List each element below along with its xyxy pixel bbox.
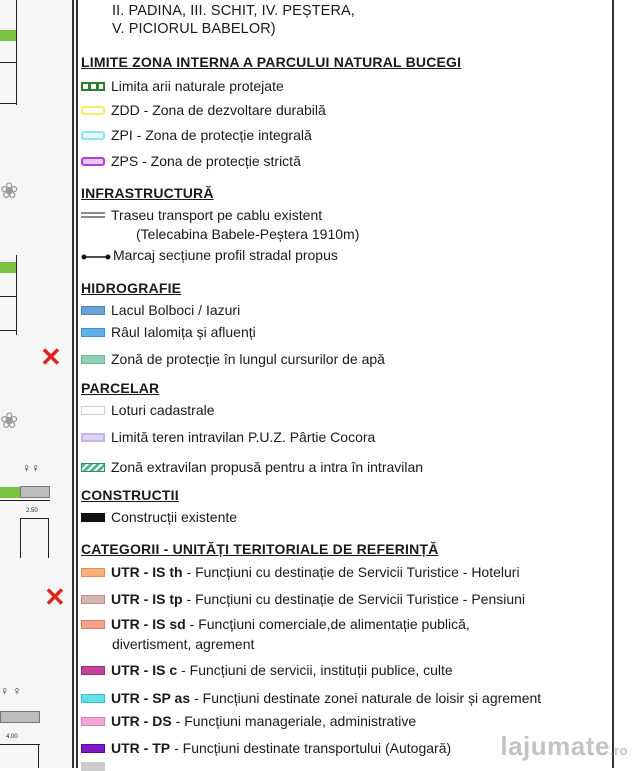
dimension-label: 4.00 xyxy=(6,734,18,740)
utr-is-c-swatch xyxy=(81,666,105,675)
legend-label: Loturi cadastrale xyxy=(111,402,215,418)
green-road-segment xyxy=(0,30,16,41)
header-line: II. PADINA, III. SCHIT, IV. PEȘTERA, xyxy=(112,3,355,19)
zpi-swatch xyxy=(81,131,105,140)
legend-label: Zonă extravilan propusă pentru a intra în intravilan xyxy=(111,459,424,475)
utr-ds-swatch xyxy=(81,717,105,726)
profile-line xyxy=(0,62,16,63)
legend-label: - Funcțiuni de servicii, instituții publice, culte xyxy=(181,662,453,678)
header-line: V. PICIORUL BABELOR) xyxy=(112,21,276,37)
utr-sp-as-swatch xyxy=(81,694,105,703)
tree-icon: ❀ xyxy=(0,178,19,203)
legend-item xyxy=(81,661,453,679)
profile-line xyxy=(16,255,17,335)
watermark-suffix: .ro xyxy=(609,743,628,758)
section-title-constructii: CONSTRUCTII xyxy=(81,487,179,503)
legend-item xyxy=(81,563,520,581)
legend-label: - Funcțiuni destinate transportului (Autogară) xyxy=(174,740,452,756)
legend-label: - Funcțiuni cu destinație de Servicii Turistice - Pensiuni xyxy=(186,591,526,607)
section-marker-icon xyxy=(81,249,111,261)
section-title-infra: INFRASTRUCTURĂ xyxy=(81,185,214,201)
legend-label: Zonă de protecție în lungul cursurilor de apă xyxy=(111,351,385,367)
utr-code: UTR - IS th xyxy=(111,564,183,580)
legend-label: Lacul Bolboci / Iazuri xyxy=(111,302,241,318)
zdd-swatch xyxy=(81,106,105,115)
legend-label: Marcaj secțiune profil stradal propus xyxy=(113,247,338,263)
cable-transport-swatch xyxy=(81,212,105,218)
legend-item xyxy=(81,590,525,608)
legend-item xyxy=(81,206,322,224)
legend-item-cut xyxy=(81,762,111,771)
legend-item xyxy=(81,246,338,264)
sidewalk-segment xyxy=(20,486,50,498)
legend-item xyxy=(81,101,326,119)
zps-swatch xyxy=(81,157,105,166)
cadastral-swatch xyxy=(81,406,105,415)
lake-swatch xyxy=(81,306,105,315)
legend-sublabel: (Telecabina Babele-Peștera 1910m) xyxy=(136,226,360,242)
red-x-mark: ✕ xyxy=(44,582,66,612)
profile-line xyxy=(0,500,50,501)
legend-item xyxy=(81,323,256,341)
sidewalk-segment xyxy=(0,711,40,723)
profile-line xyxy=(0,296,16,297)
legend-border xyxy=(72,0,74,768)
legend-item xyxy=(81,350,385,368)
construction-swatch xyxy=(81,513,105,522)
legend-label: ZPI - Zona de protecție integrală xyxy=(111,127,312,143)
legend-sublabel: divertisment, agrement xyxy=(112,636,255,652)
legend-label: Construcții existente xyxy=(111,509,238,525)
pedestrian-icon: ♀ ♀ xyxy=(0,684,22,698)
legend-label: ZPS - Zona de protecție strictă xyxy=(111,153,301,169)
legend-label: Traseu transport pe cablu existent xyxy=(111,207,323,223)
profile-line xyxy=(0,330,16,331)
legend-label: - Funcțiuni destinate zonei naturale de loisir și agrement xyxy=(194,690,542,706)
legend-item xyxy=(81,152,301,170)
utr-code: UTR - IS sd xyxy=(111,616,186,632)
red-x-mark: ✕ xyxy=(40,342,62,372)
extravilan-swatch xyxy=(81,463,105,472)
section-title-categorii: CATEGORII - UNITĂȚI TERITORIALE DE REFERINȚĂ xyxy=(81,541,439,557)
legend-label: ZDD - Zona de dezvoltare durabilă xyxy=(111,102,326,118)
river-swatch xyxy=(81,328,105,337)
utr-code: UTR - DS xyxy=(111,713,172,729)
section-title-limite: LIMITE ZONA INTERNA A PARCULUI NATURAL BUCEGI xyxy=(81,54,462,70)
utr-is-sd-swatch xyxy=(81,620,105,629)
legend-item xyxy=(81,77,284,95)
legend-item xyxy=(81,401,215,419)
dimension-line xyxy=(38,744,39,768)
protected-area-swatch xyxy=(81,82,105,91)
green-road-segment xyxy=(0,487,20,498)
adjacent-map-strip xyxy=(0,0,76,768)
dimension-line xyxy=(20,518,48,519)
tree-icon: ❀ xyxy=(0,408,19,433)
legend-item xyxy=(81,615,470,633)
intravilan-limit-swatch xyxy=(81,433,105,442)
legend-item xyxy=(81,689,541,707)
utr-is-th-swatch xyxy=(81,568,105,577)
dimension-line xyxy=(20,518,21,558)
green-road-segment xyxy=(0,262,16,273)
dimension-line xyxy=(48,518,49,558)
dimension-line xyxy=(0,744,40,745)
cut-off-swatch xyxy=(81,762,105,771)
legend-label: Râul Ialomița și afluenți xyxy=(111,324,256,340)
legend-label: - Funcțiuni manageriale, administrative xyxy=(175,713,417,729)
utr-code: UTR - TP xyxy=(111,740,171,756)
utr-is-tp-swatch xyxy=(81,595,105,604)
legend-item xyxy=(81,301,240,319)
legend-label: - Funcțiuni cu destinație de Servicii Turistice - Hoteluri xyxy=(186,564,520,580)
legend-item xyxy=(81,126,312,144)
section-title-parcelar: PARCELAR xyxy=(81,380,160,396)
profile-line xyxy=(16,0,17,105)
pedestrian-icon: ♀♀ xyxy=(22,461,40,475)
legend-label: - Funcțiuni comerciale,de alimentație publică, xyxy=(189,616,470,632)
legend-item xyxy=(81,428,375,446)
legend-label: Limita arii naturale protejate xyxy=(111,78,284,94)
utr-code: UTR - IS tp xyxy=(111,591,183,607)
dimension-label: 2.50 xyxy=(26,508,38,514)
water-protection-swatch xyxy=(81,355,105,364)
legend-item xyxy=(81,739,451,757)
section-title-hidro: HIDROGRAFIE xyxy=(81,280,182,296)
utr-code: UTR - SP as xyxy=(111,690,191,706)
utr-code: UTR - IS c xyxy=(111,662,178,678)
legend-item xyxy=(81,458,423,476)
legend-item xyxy=(81,712,416,730)
profile-line xyxy=(0,103,16,104)
utr-tp-swatch xyxy=(81,744,105,753)
legend-item xyxy=(81,508,237,526)
watermark-text: lajumate xyxy=(500,731,610,761)
legend-label: Limită teren intravilan P.U.Z. Pârtie Cocora xyxy=(111,429,376,445)
watermark xyxy=(500,731,628,762)
